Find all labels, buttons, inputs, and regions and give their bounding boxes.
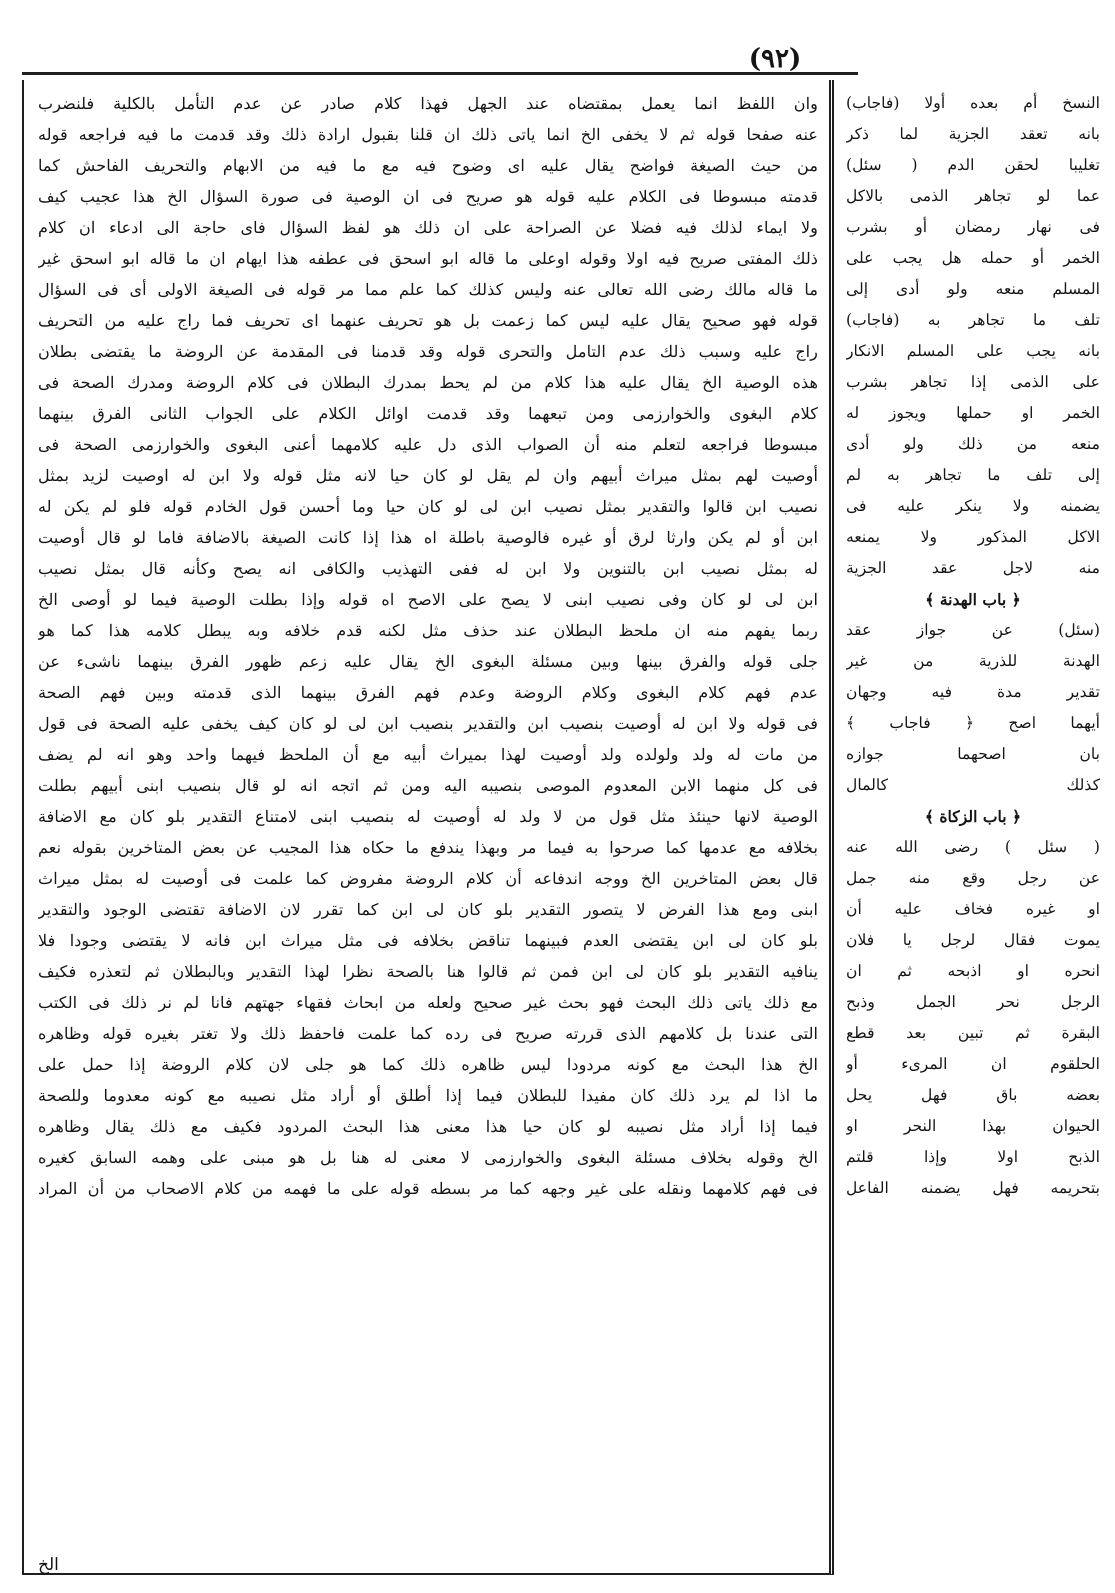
margin-text-line: الحلقوم ان المرىء أو (846, 1055, 1100, 1073)
main-text-line: كلام البغوى والخوارزمى ومن تبعهما وقد قدمت اوائل الكلام على الجواب الثانى الفرق بينهما (38, 404, 818, 423)
main-text-line: ربما يفهم منه ان ملحظ البطلان عند حذف مثل لكنه قدم خلافه وبه يبطل كلامه هذا كما هو (38, 621, 818, 640)
margin-text-line: تقدير مدة فيه وجهان (846, 683, 1100, 701)
margin-text-line: منه لاجل عقد الجزية (846, 559, 1100, 577)
main-text-line: قوله فهو صحيح يقال عليه ليس كما زعمت بل هو تحريف عنهما اى تحريف فما راج عليه من التحريف (38, 311, 818, 330)
top-rule (22, 72, 858, 75)
main-text-line: قدمته مبسوطا فى الكلام عليه قوله هو صريح فى ان الوصية فى صورة السؤال الخ هذا عجيب كيف (38, 187, 818, 206)
main-text-line: من حيث الصيغة فواضح يقال عليه اى وضوح فيه مع ما فيه من الابهام والتحريف الفاحش كما (38, 156, 818, 175)
margin-text-line: الاكل المذكور ولا يمنعه (846, 528, 1100, 546)
main-text-line: مع ذلك ياتى ذلك البحث فهو بحث غير صحيح ولعله من ابحاث فقهاء جهتهم فانا لم نر ذلك فى الكتب (38, 993, 818, 1012)
main-text-line: عدم فهم كلام البغوى وكلام الروضة وعدم فهم الفرق بينهما الذى قدمته وبين فهم الصحة (38, 683, 818, 702)
margin-text-line: يموت فقال لرجل يا فلان (846, 931, 1100, 949)
margin-column (846, 88, 1100, 1568)
main-text-line: فى قوله ولا ابن له أوصيت بنصيب ابن والتقدير بنصيب ابن لى لو كان كيف يخفى عليه الصحة فى قول (38, 714, 818, 733)
catchword: الخ (38, 1555, 59, 1575)
margin-text-line: عما لو تجاهر الذمى بالاكل (846, 187, 1100, 205)
margin-text-line: البقرة ثم تبين بعد قطع (846, 1024, 1100, 1042)
margin-text-line: بعضه باق فهل يحل (846, 1086, 1100, 1104)
main-text-line: بخلافه مع عدمها كما صرحوا به فيما مر وبهذا يندفع ما حكاه هذا المجيب عن بعض المتاخرين بقوله نعم (38, 838, 818, 857)
main-text-line: فى كل منهما الابن المعدوم الموصى بنصيبه اليه ومن ثم اتجه انه لو قال بنصيب ابنى أبيهم بطلت (38, 776, 818, 795)
margin-section-heading: ﴿ باب الهدنة ﴾ (925, 590, 1021, 609)
main-text-line: هذه الوصية الخ يقال عليه هذا كلام من لم يحط بمدرك البطلان فى كلام الروضة ومدرك الصحة فى (38, 373, 818, 392)
margin-text-line: عن رجل وقع منه جمل (846, 869, 1100, 887)
margin-text-line: الحيوان بهذا النحر او (846, 1117, 1100, 1135)
main-text (38, 88, 818, 1568)
main-text-line: ذلك المفتى صريح فيه اولا وقوله اوعلى ما قاله ابو اسحق فى عطفه هذا ايهام ان ما قاله ابو اسحق غير (38, 249, 818, 268)
main-text-line: له بمثل نصيب ابن بالتنوين ولا ابن له ففى التهذيب والكافى انه يصح وكأنه قال بمثل نصيب (38, 559, 818, 578)
margin-text-line: على الذمى إذا تجاهر بشرب (846, 373, 1100, 391)
main-text-line: ابن أو لم يكن وارثا لرق أو غيره فالوصية باطلة اه هذا إذا كانت الصيغة بالاضافة فاما لو قال أوصيت (38, 528, 818, 547)
margin-text-line: انحره او اذبحه ثم ان (846, 962, 1100, 980)
margin-text-line: الرجل نحر الجمل وذبح (846, 993, 1100, 1011)
main-text-line: الخ هذا البحث مع كونه مردودا ليس ظاهره ذلك كما هو جلى لان كلام الروضة إذا حمل على (38, 1055, 818, 1074)
main-text-line: الوصية لانها حينئذ مثل قول من لا ولد له أوصيت له بنصيب ابنى لامتناع التقدير بلو كان مع الاضافة (38, 807, 818, 826)
margin-text-line: النسخ أم بعده أولا (فاجاب) (846, 94, 1100, 112)
margin-text-line: الهدنة للذرية من غير (846, 652, 1100, 670)
main-text-line: جلى قوله والفرق بينها وبين مسئلة البغوى الخ يقال عليه زعم ظهور الفرق بينهما ناشىء عن (38, 652, 818, 671)
main-text-line: الخ وقوله بخلاف مسئلة البغوى والخوارزمى لا معنى له هنا بل هو مبنى على وهمه السابق كغيره (38, 1148, 818, 1167)
margin-text-line: الخمر أو حمله هل يجب على (846, 249, 1100, 267)
main-text-line: من مات له ولد ولولده ولد أوصيت لهذا بميراث أبيه مع أن الملحظ فيهما واحد وهو انه لم يضف (38, 745, 818, 764)
margin-text-line: فى نهار رمضان أو بشرب (846, 218, 1100, 236)
main-text-line: ابنى ومع هذا الفرض لا يتصور التقدير بلو كان لى ابن كما تقرر لان الاضافة تقتضى الوجود والتقدير (38, 900, 818, 919)
margin-text-line: الخمر او حملها ويجوز له (846, 404, 1100, 422)
main-text-line: عنه صفحا قوله ثم لا يخفى الخ انما ياتى ذلك ان قلنا بقبول ارادة ذلك وقد قدمت ما فيه فراجعه قوله (38, 125, 818, 144)
main-text-line: نصيب ابن قالوا والتقدير بمثل نصيب ابن لى لو كان حيا وما أحسن قول الخادم قوله فلو لم يكن له (38, 497, 818, 516)
main-text-line: ولا ايماء لذلك فيه فضلا عن الصراحة على ان ذلك هو لفظ السؤال فاى حاجة الى ادعاء ان كلام (38, 218, 818, 237)
main-text-line: راج عليه وسبب ذلك عدم التامل والتحرى قوله وقد قدمنا فى المقدمة عن الروضة ما يقتضى بطلان (38, 342, 818, 361)
main-text-line: قال بعض المتاخرين الخ ووجه اندفاعه أن كلام الروضة مفروض كما علمت فى أوصيت له بمثل ميراث (38, 869, 818, 888)
margin-text-line: كذلك كالمال (846, 776, 1100, 794)
margin-text-line: المسلم منعه ولو أدى إلى (846, 280, 1100, 298)
main-text-line: التى عندنا بل كلامهم الذى قررته صريح فى رده كما علمت فاحفظ ذلك ولا تغتر بغيره قوله وظاهره (38, 1024, 818, 1043)
main-text-line: أوصيت لهم بمثل ميراث أبيهم وان لم يقل لو كان حيا لانه مثل قوله ولا ابن له اوصيت لزيد بمثل (38, 466, 818, 485)
main-text-line: ما اذا لم يرد ذلك كان مفيدا للبطلان فيما إذا أطلق أو أراد مثل نصيبه مع كونه معدوما وللصحة (38, 1086, 818, 1105)
margin-text-line: بتحريمه فهل يضمنه الفاعل (846, 1179, 1100, 1197)
margin-text-line: بانه يجب على المسلم الانكار (846, 342, 1100, 360)
main-text-line: ما قاله مالك رضى الله تعالى عنه وليس كذلك كما علم مما مر قوله فى الصيغة الاولى أى فى السؤال (38, 280, 818, 299)
main-text-line: ينافيه التقدير بلو كان لى ابن فمن ثم قالوا هنا بالصحة نظرا لهذا التقدير وبالبطلان ثم لتعذره فكيف (38, 962, 818, 981)
margin-section-heading: ﴿ باب الزكاة ﴾ (924, 807, 1022, 826)
margin-text-line: (سئل) عن جواز عقد (846, 621, 1100, 639)
margin-text-line: تلف ما تجاهر به (فاجاب) (846, 311, 1100, 329)
margin-text-line: إلى تلف ما تجاهر به لم (846, 466, 1100, 484)
margin-text-line: او غيره فخاف عليه أن (846, 900, 1100, 918)
margin-text-line: بانه تعقد الجزية لما ذكر (846, 125, 1100, 143)
main-text-line: ابن لى لو كان وفى نصيب ابنى لا يصح على الاصح اه قوله وإذا بطلت الوصية فيما لو أوصى الخ (38, 590, 818, 609)
margin-text-line: بان اصحهما جوازه (846, 745, 1100, 763)
page-number: (٩٢) (748, 44, 802, 74)
main-text-line: بلو كان لى ابن يقتضى العدم فبينهما تناقض بخلافه فى مثل ميراث ابن فانه لا يقتضى وجودا فلا (38, 931, 818, 950)
margin-text-line: تغليبا لحقن الدم ( سئل) (846, 156, 1100, 174)
margin-text-line: أيهما اصح ﴿ فاجاب ﴾ (846, 714, 1100, 732)
main-text-line: فى فهم كلامهما ونقله على غير وجهه كما مر بسطه قوله على ما فهمه من كلام الاصحاب من أن المراد (38, 1179, 818, 1198)
margin-text-line: ( سئل ) رضى الله عنه (846, 838, 1100, 856)
margin-text-line: يضمنه ولا ينكر عليه فى (846, 497, 1100, 515)
margin-text-line: الذبح اولا وإذا قلتم (846, 1148, 1100, 1166)
margin-text-line: منعه من ذلك ولو أدى (846, 435, 1100, 453)
main-text-line: وان اللفظ انما يعمل بمقتضاه عند الجهل فهذا كلام صادر عن عدم التأمل بالكلية فلنضرب (38, 94, 818, 113)
main-text-line: مبسوطا فراجعه لتعلم منه أن الصواب الذى دل عليه كلامهما أعنى البغوى والخوارزمى الصحة فى (38, 435, 818, 454)
main-text-line: فيما إذا أراد مثل نصيبه لو كان حيا هذا معنى هذا البحث المردود فكيف مع ذلك يقال وظاهره (38, 1117, 818, 1136)
